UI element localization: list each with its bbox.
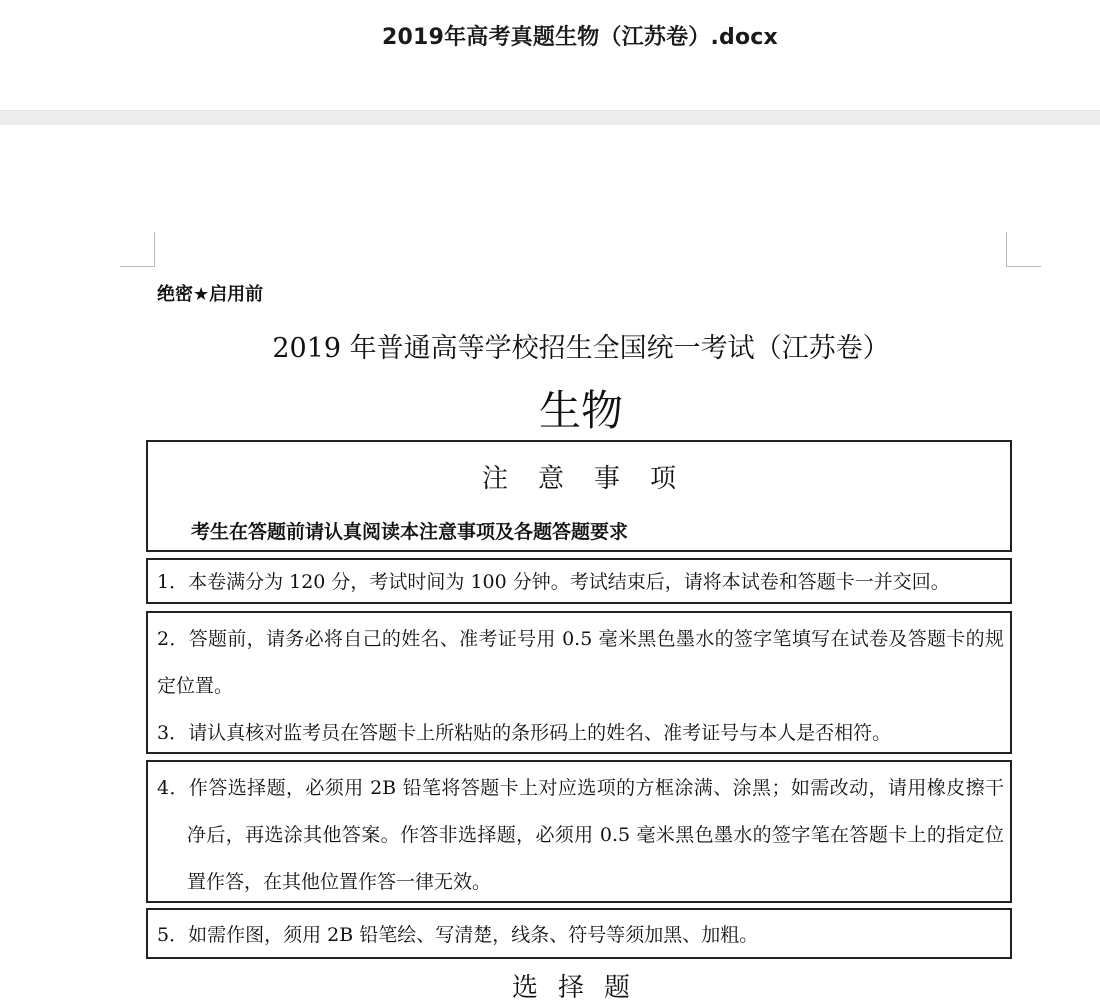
notice-item-3: 3．请认真核对监考员在答题卡上所粘贴的条形码上的姓名、准考证号与本人是否相符。 — [157, 722, 892, 744]
notice-item-box-4 — [146, 908, 1012, 959]
notice-item-box-3 — [146, 760, 1012, 903]
section-title: 选择题 — [511, 973, 650, 1003]
confidential-mark: 绝密★启用前 — [157, 284, 264, 305]
notice-item-2: 2．答题前，请务必将自己的姓名、准考证号用 0.5 毫米黑色墨水的签字笔填写在试卷及答题卡的规定位置。 — [157, 628, 1004, 697]
margin-corner-mark-left — [120, 232, 155, 267]
exam-title: 2019 年普通高等学校招生全国统一考试（江苏卷） — [272, 333, 890, 364]
notice-heading: 注意事项 — [481, 464, 706, 494]
notice-subheading: 考生在答题前请认真阅读本注意事项及各题答题要求 — [191, 521, 629, 543]
notice-item-5: 5．如需作图，须用 2B 铅笔绘、写清楚，线条、符号等须加黑、加粗。 — [157, 924, 759, 946]
notice-item-box-2 — [146, 611, 1012, 754]
notice-item-4: 4．作答选择题，必须用 2B 铅笔将答题卡上对应选项的方框涂满、涂黑；如需改动，请用橡皮擦干净后，再选涂其他答案。作答非选择题，必须用 0.5 毫米黑色墨水的签字笔在答题卡上的指定位置作答，在其他位置作答一律无效。 — [157, 777, 1004, 893]
page-separator — [0, 110, 1100, 126]
notice-item-box-1 — [146, 558, 1012, 604]
document-filename: 2019年高考真题生物（江苏卷）.docx — [382, 25, 778, 50]
subject-title: 生物 — [538, 386, 623, 435]
notice-item-1: 1．本卷满分为 120 分，考试时间为 100 分钟。考试结束后，请将本试卷和答题卡一并交回。 — [157, 571, 950, 593]
margin-corner-mark-right — [1006, 232, 1041, 267]
title-bar — [0, 0, 1100, 110]
notice-box — [146, 440, 1012, 552]
